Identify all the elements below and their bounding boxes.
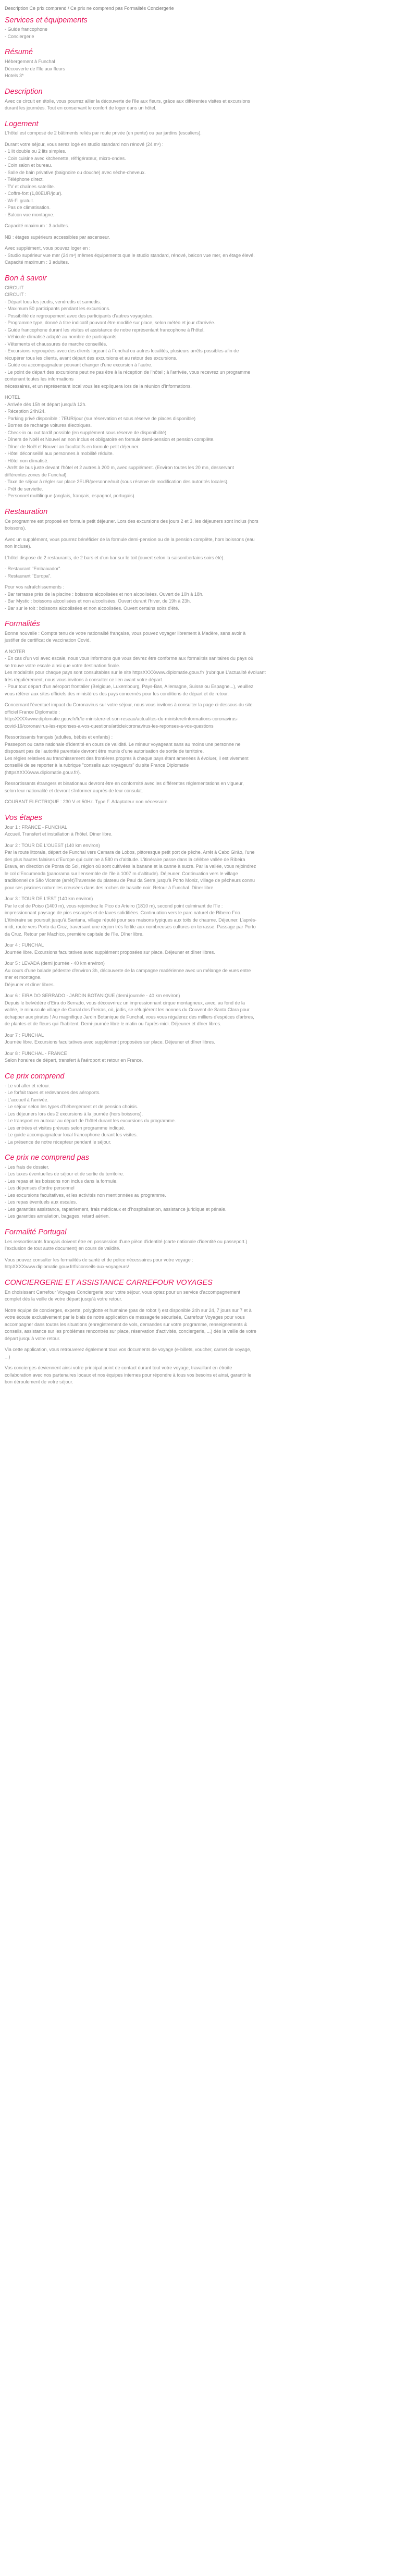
text-line: Hotels 3*: [5, 73, 24, 79]
text-line: récupérer tous les clients, avant départ des excursions et au retour des excursions.: [5, 355, 178, 361]
section: [5, 87, 390, 116]
section-title: Bon à savoir: [5, 274, 47, 283]
spacer: [5, 1028, 390, 1032]
text-line: midi, route vers Porto da Cruz, traversant une région très fertile aux nombreuses cultures en terrasse. Passage par Porto: [5, 924, 256, 930]
text-line: Depuis le belvédère d'Eira do Serrado, vous découvrirez un impressionnant cirque montagneux, avec, au fond de la: [5, 1000, 245, 1005]
text-line: - L'accueil à l'arrivée.: [5, 1097, 48, 1102]
section-title: CONCIERGERIE ET ASSISTANCE CARREFOUR VOYAGES: [5, 1278, 213, 1287]
section-spacer: [5, 112, 390, 116]
spacer: [5, 891, 390, 896]
text-line: Durant votre séjour, vous serez logé en studio standard non rénové (24 m²) :: [5, 141, 164, 147]
section: [5, 16, 390, 45]
text-line: Jour 8 : FUNCHAL - FRANCE: [5, 1050, 67, 1056]
section-title: Description: [5, 87, 43, 96]
text-line: traditionnel de São Vicente (arrêt)Traversée du plateau de Paul da Serra jusqu'à Porto Moniz, village de pêcheurs connu: [5, 878, 255, 884]
text-line: Journée libre. Excursions facultatives avec supplément proposées sur place. Déjeuner et dîner libres.: [5, 949, 215, 955]
text-line: covid-19/coronavirus-les-reponses-a-vos-questions/article/coronavirus-les-reponses-a-vos-questions: [5, 723, 214, 729]
text-line: Jour 2 : TOUR DE L'OUEST (140 km environ): [5, 842, 100, 848]
text-line: (httpsXXXXwww.diplomatie.gouv.fr/).: [5, 769, 81, 775]
text-line: - Pas de climatisation.: [5, 205, 51, 211]
section-title: Services et équipements: [5, 16, 88, 24]
text-line: justifier de certificat de vaccination Covid.: [5, 637, 91, 643]
section-spacer: [5, 40, 390, 44]
text-line: da Cruz. Retour par Machico, première capitale de l'île. Dîner libre.: [5, 931, 144, 937]
section-body: [5, 630, 390, 810]
section-body: [5, 518, 390, 617]
text-line: votre écoute exclusivement par le biais de notre application de messagerie sécurisée, Carrefour Voyages pour vous: [5, 1315, 245, 1320]
text-line: L'itinéraire se poursuit jusqu'à Santana, village réputé pour ses maisons typiques aux toits de chaume. Déjeuner. L'après-: [5, 917, 257, 923]
section-title: Logement: [5, 119, 39, 128]
spacer: [5, 390, 390, 394]
section: [5, 119, 390, 271]
section: [5, 507, 390, 616]
text-line: Avec supplément, vous pouvez loger en :: [5, 246, 91, 251]
text-line: - Bar sur le toit : boissons alcoolisées et non alcoolisées. Ouvert certains soirs d'été.: [5, 605, 179, 611]
section-body: [5, 98, 390, 116]
text-line: - En cas d'un vol avec escale, nous vous informons que vous devrez être conforme aux formalités sanitaires du pays où: [5, 656, 253, 661]
breadcrumb-nav: Description Ce prix comprend / Ce prix ne comprend pas Formalités Conciergerie: [5, 6, 174, 11]
text-line: A NOTER: [5, 648, 26, 654]
text-line: échapper aux pirates ! Au magnifique Jardin Botanique de Funchal, vous vous régalerez des milliers d'espèces d'arbres,: [5, 1014, 254, 1020]
sections-container: [5, 16, 390, 1390]
text-line: - Possibilité de regroupement avec des participants d'autres voyagistes.: [5, 313, 154, 318]
text-line: Au cours d'une balade pédestre d'environ 3h, découverte de la campagne madérienne avec un mélange de vues entre: [5, 967, 251, 973]
text-line: - Conciergerie: [5, 33, 34, 39]
text-line: NB : étages supérieurs accessibles par ascenseur.: [5, 234, 110, 240]
text-line: - Salle de bain privative (baignoire ou douche) avec sèche-cheveux.: [5, 169, 146, 175]
text-line: - Les repas et les boissons non inclus dans la formule.: [5, 1178, 118, 1184]
text-line: - Vêtements et chaussures de marche conseillés.: [5, 341, 107, 347]
section-title: Restauration: [5, 507, 48, 516]
text-line: officiel France Diplomatie :: [5, 709, 60, 715]
text-line: Jour 5 : LEVADA (demi journée - 40 km environ): [5, 961, 105, 966]
text-line: - Véhicule climatisé adapté au nombre de participants.: [5, 334, 118, 340]
section-body: [5, 26, 390, 44]
text-line: - Le transport en autocar au départ de l'hôtel durant les excursions du programme.: [5, 1118, 176, 1124]
text-line: - Dîner de Noël et Nouvel an facultatifs en formule petit déjeuner.: [5, 444, 140, 449]
text-line: se trouve votre escale ainsi que votre destination finale.: [5, 663, 120, 668]
section-spacer: [5, 80, 390, 84]
text-line: httpXXXXwww.diplomatie.gouv.fr/fr/conseils-aux-voyageurs/: [5, 1264, 129, 1270]
section-title: Ce prix comprend: [5, 1072, 65, 1081]
text-line: - Arrêt de bus juste devant l'hôtel et 2 autres à 200 m, avec supplément. (Environ toutes les 20 mn, desservant: [5, 465, 234, 471]
text-line: - Les entrées et visites prévues selon programme indiqué.: [5, 1125, 126, 1131]
text-line: - Coin salon et bureau.: [5, 163, 53, 168]
text-line: - Maximum 50 participants pendant les excursions.: [5, 306, 110, 312]
section-body: [5, 824, 390, 1069]
text-line: départ jusqu'à votre retour.: [5, 1335, 60, 1341]
spacer: [5, 1303, 390, 1307]
text-line: Par la route littorale, départ de Funchal vers Camara de Lobos, pittoresque petit port de pêche. Arrêt à Cabo Girão, l'une: [5, 850, 255, 855]
text-line: - Guide francophone: [5, 27, 48, 32]
text-line: - Les déjeuners lors des 2 excursions à la journée (hors boissons).: [5, 1111, 143, 1117]
section: [5, 274, 390, 504]
text-line: - La présence de notre récepteur pendant le séjour.: [5, 1139, 112, 1145]
text-line: httpsXXXXwww.diplomatie.gouv.fr/fr/le-ministere-et-son-reseau/actualites-du-ministere/informations-coronavirus-: [5, 716, 239, 722]
text-line: accompagner dans toutes les situations (enregistrement de vols, demandes sur votre programme, renseignements &: [5, 1321, 248, 1327]
spacer: [5, 697, 390, 702]
text-line: Déjeuner et dîner libres.: [5, 982, 55, 987]
text-line: Bonne nouvelle : Compte tenu de votre nationalité française, vous pouvez voyager librement à Madère, sans avoir à: [5, 630, 246, 636]
text-line: - Les repas éventuels aux escales.: [5, 1199, 77, 1205]
section-title: Résumé: [5, 48, 33, 57]
section-spacer: [5, 1146, 390, 1150]
text-line: Avec un supplément, vous pourrez bénéficier de la formule demi-pension ou de la pension complète, hors boissons (eau: [5, 536, 255, 542]
text-line: Capacité maximum : 3 adultes.: [5, 260, 69, 265]
text-line: - Bar terrasse près de la piscine : boissons alcoolisées et non alcoolisées. Ouvert de 10h à 18h.: [5, 591, 204, 597]
section-body: [5, 1289, 390, 1390]
text-line: L'hôtel dispose de 2 restaurants, de 2 bars et d'un bar sur le toit (ouvert selon la saison/certains soirs été).: [5, 555, 225, 560]
spacer: [5, 1360, 390, 1365]
section-body: [5, 285, 390, 504]
section-spacer: [5, 1271, 390, 1275]
section: [5, 1153, 390, 1224]
text-line: Les modalités pour chaque pays sont consultables sur le site httpsXXXXwww.diplomatie.gouv.fr/ (rubrique L'actualité évoluant: [5, 670, 266, 676]
text-line: complet dès la veille de votre départ jusqu'à votre retour.: [5, 1296, 122, 1302]
section-body: [5, 1164, 390, 1224]
text-line: CIRCUIT :: [5, 292, 27, 298]
text-line: - Check-in ou out tardif possible (en supplément sous réserve de disponibilité): [5, 430, 167, 435]
section-title: Ce prix ne comprend pas: [5, 1154, 89, 1162]
section-spacer: [5, 1220, 390, 1224]
text-line: non incluse).: [5, 544, 32, 549]
spacer: [5, 1342, 390, 1346]
text-line: - Hôtel non climatisé.: [5, 458, 49, 463]
text-line: Jour 6 : EIRA DO SERRADO - JARDIN BOTANIQUE (demi journée - 40 km environ): [5, 993, 180, 999]
spacer: [5, 644, 390, 648]
text-line: Selon horaires de départ, transfert à l'aéroport et retour en France.: [5, 1058, 143, 1063]
spacer: [5, 580, 390, 584]
text-line: vous référer aux sites officiels des ministères des pays concernés pour les conditions de départ et de retour.: [5, 691, 229, 696]
text-line: Ce programme est proposé en formule petit déjeuner. Lors des excursions des jours 2 et 3, les déjeuners sont inclus (hors: [5, 518, 258, 524]
text-line: - Les taxes éventuelles de séjour et de sortie du territoire.: [5, 1171, 125, 1177]
text-line: durant les journées. Tout en conservant le confort de loger dans un hôtel.: [5, 105, 157, 111]
text-line: Les ressortissants français doivent être en possession d'une pièce d'identité (carte nationale d'identité ou passeport.): [5, 1238, 248, 1244]
text-line: Notre équipe de concierges, experte, polyglotte et humaine (pas de robot !) est disponible 24h sur 24, 7 jours sur 7 et à: [5, 1307, 252, 1313]
text-line: Brava, en direction de Ponta do Sol, région où sont cultivées la banane et la canne à sucre. Par la vallée, vous rejoindrez: [5, 864, 256, 869]
text-line: - Le forfait taxes et redevances des aéroports.: [5, 1090, 101, 1096]
text-line: différentes zones de Funchal).: [5, 472, 68, 477]
section-spacer: [5, 266, 390, 271]
section-spacer: [5, 1064, 390, 1069]
text-line: HOTEL: [5, 395, 21, 400]
text-line: pour ses piscines naturelles creusées dans des roches de basalte noir. Retour à Funchal. Dîner libre.: [5, 885, 215, 890]
section: [5, 1278, 390, 1390]
text-line: - Balcon vue montagne.: [5, 212, 55, 217]
text-line: - TV et chaînes satellite.: [5, 183, 55, 189]
section: [5, 1072, 390, 1150]
text-line: Capacité maximum : 3 adultes.: [5, 223, 69, 229]
text-line: - Bornes de recharge voitures électriques.: [5, 423, 92, 428]
text-line: le col d'Encumeada (panorama sur l'ensemble de l'île à 1007 m d'altitude). Déjeuner. Continuation vers le village: [5, 870, 238, 876]
text-line: - Téléphone direct.: [5, 177, 44, 182]
section-spacer: [5, 500, 390, 504]
spacer: [5, 241, 390, 245]
spacer: [5, 838, 390, 842]
text-line: - Dîners de Noël et Nouvel an non inclus et obligatoire en formule demi-pension et pension complète.: [5, 437, 215, 443]
text-line: Jour 4 : FUNCHAL: [5, 942, 44, 948]
text-line: - Arrivée dès 15h et départ jusqu'à 12h.: [5, 401, 87, 407]
text-line: contenant toutes les informations: [5, 376, 74, 382]
text-line: - Départ tous les jeudis, vendredis et samedis.: [5, 299, 101, 304]
section-title: Formalités: [5, 620, 40, 629]
text-line: - Bar Mystic : boissons alcoolisées et non alcoolisées. Ouvert durant l'hiver, de 19h à 23h.: [5, 598, 191, 604]
text-line: vallée, le minuscule village de Curral dos Freiras, où, jadis, se réfugièrent les nonnes du Couvent de Santa Clara pour: [5, 1007, 250, 1013]
spacer: [5, 532, 390, 536]
spacer: [5, 550, 390, 555]
text-line: nécessaires, et un représentant local vous les expliquera lors de la réunion d'informations.: [5, 383, 192, 389]
text-line: Ressortissants français (adultes, bébés et enfants) :: [5, 734, 113, 740]
spacer: [5, 218, 390, 223]
section-body: [5, 130, 390, 271]
text-line: Vous pouvez consulter les formalités de santé et de police nécessaires pour votre voyage :: [5, 1257, 193, 1262]
text-line: Accueil. Transfert et installation à l'hôtel. Dîner libre.: [5, 831, 113, 837]
text-line: - Les garanties annulation, bagages, retard aérien.: [5, 1213, 110, 1219]
text-line: Les règles relatives au franchissement des frontières propres à chaque pays étant amenées à évoluer, il est vivement: [5, 755, 249, 761]
text-line: - Studio supérieur vue mer (24 m²) mêmes équipements que le studio standard, rénové, balcon vue mer, en étage élevé.: [5, 252, 255, 258]
text-line: Avec ce circuit en étoile, vous pourrez allier la découverte de l'île aux fleurs, grâce aux différentes visites et excursions: [5, 98, 251, 104]
text-line: de plantes et de fleurs qui l'habitent. Demi-journée libre le matin ou l'après-midi. Déjeuner et dîner libres.: [5, 1021, 221, 1027]
spacer: [5, 938, 390, 942]
text-line: Ressortissants étrangers et binationaux devront être en conformité avec les différentes réglementations en vigueur,: [5, 781, 244, 787]
spacer: [5, 794, 390, 799]
text-line: - Restaurant "Embaixador".: [5, 566, 61, 572]
text-line: ...): [5, 1354, 10, 1359]
spacer: [5, 561, 390, 566]
text-line: - Parking privé disponible : 7EUR/jour (sur réservation et sous réserve de places disponible): [5, 415, 196, 421]
text-line: - Réception 24h/24.: [5, 409, 46, 414]
text-line: Découverte de l'île aux fleurs: [5, 66, 65, 71]
spacer: [5, 776, 390, 780]
text-line: En choisissant Carrefour Voyages Conciergerie pour votre séjour, vous optez pour un service d'accompagnement: [5, 1289, 240, 1295]
text-line: - Taxe de séjour à régler sur place 2EUR/personne/nuit (sous réserve de modification des autorités locales).: [5, 479, 229, 485]
section: [5, 47, 390, 83]
text-line: - Les dépenses d'ordre personnel: [5, 1185, 75, 1191]
text-line: collaboration avec nos partenaires locaux et nos équipes internes pour répondre à tous vos besoins et ainsi, garantir le: [5, 1372, 252, 1378]
text-line: des plus hautes falaises d'Europe qui culmine à 580 m d'altitude. L'itinéraire passe dans la célèbre vallée de Ribeira: [5, 856, 245, 862]
text-line: - Le séjour selon les types d'hébergement et de pension choisis.: [5, 1104, 138, 1110]
text-line: mer et montagne.: [5, 975, 42, 980]
text-line: - Le point de départ des excursions peut ne pas être à la réception de l'hôtel ; à l'arrivée, vous recevrez un programme: [5, 369, 251, 375]
text-line: Pour vos rafraîchissements :: [5, 584, 65, 590]
text-line: - Guide ou accompagnateur pouvant changer d'une excursion à l'autre.: [5, 362, 153, 368]
section-body: [5, 1238, 390, 1275]
section: [5, 1228, 390, 1275]
text-line: L'hôtel est composé de 2 bâtiments reliés par route privée (en pente) ou par jardins (escaliers).: [5, 130, 202, 136]
section-title: Vos étapes: [5, 813, 43, 822]
section-title: Formalité Portugal: [5, 1228, 67, 1236]
text-line: très régulièrement, nous vous invitons à consulter ce lien avant votre départ.: [5, 677, 164, 682]
text-line: conseillé de se reporter à la rubrique "conseils aux voyageurs" du site France Diplomatie: [5, 763, 189, 768]
section-spacer: [5, 1386, 390, 1390]
text-line: conseils, assistance sur les problèmes rencontrés sur place, réservation d'activités, conciergerie, ...) dès la veille de votre: [5, 1329, 256, 1334]
text-line: - Wi-Fi gratuit.: [5, 198, 34, 203]
text-line: - Restaurant "Europa".: [5, 573, 52, 579]
section-body: [5, 1083, 390, 1150]
spacer: [5, 137, 390, 141]
text-line: Vos concierges deviennent ainsi votre principal point de contact durant tout votre voyage, travaillant en étroite: [5, 1365, 232, 1371]
text-line: - Coffre-fort (1,80EUR/jour).: [5, 191, 63, 197]
text-line: - Les excursions facultatives, et les activités non mentionnées au programme.: [5, 1192, 166, 1198]
text-line: selon leur nationalité et devront s'informer auprès de leur consulat.: [5, 788, 143, 793]
text-line: CIRCUIT: [5, 285, 24, 290]
text-line: - Coin cuisine avec kitchenette, réfrigérateur, micro-ondes.: [5, 155, 126, 161]
spacer: [5, 1253, 390, 1257]
spacer: [5, 730, 390, 734]
text-line: - Excursions regroupées avec des clients logeant à Funchal ou autres localités, plusieurs arrêts possibles afin de: [5, 348, 239, 354]
text-line: - Pour tout départ d'un aéroport frontalier (Belgique, Luxembourg, Pays-Bas, Allemagne, Suisse ou Espagne...), veuillez: [5, 684, 253, 690]
text-line: - Le guide accompagnateur local francophone durant les visites.: [5, 1132, 138, 1138]
text-line: Via cette application, vous retrouverez également tous vos documents de voyage (e-billets, voucher, carnet de voyage,: [5, 1347, 252, 1353]
section-spacer: [5, 806, 390, 810]
text-line: Hébergement à Funchal: [5, 59, 55, 65]
spacer: [5, 956, 390, 960]
text-line: - Guide francophone durant les visites et assistance de notre représentant francophone à l'hôtel.: [5, 327, 205, 333]
text-line: boissons).: [5, 525, 27, 531]
text-line: Journée libre. Excursions facultatives avec supplément proposées sur place. Déjeuner et dîner libres.: [5, 1039, 215, 1045]
text-line: disposant pas de l'autorité parentale devront être munis d'une autorisation de sortie de territoire.: [5, 749, 204, 754]
text-line: - Programme type, donné à titre indicatif pouvant être modifié sur place, selon météo et jour d'arrivée.: [5, 320, 215, 326]
text-line: impressionnant paysage de pics escarpés et de laves solidifiées. Continuation vers le parc naturel de Ribeiro Frio.: [5, 910, 242, 916]
text-line: Passeport ou carte nationale d'identité en cours de validité. Le mineur voyageant sans au moins une personne ne: [5, 741, 241, 747]
text-line: - Les frais de dossier.: [5, 1164, 50, 1170]
section: [5, 619, 390, 810]
text-line: Jour 3 : TOUR DE L'EST (140 km environ): [5, 896, 93, 902]
text-line: - Les garanties assistance, rapatriement, frais médicaux et d'hospitalisation, assistance juridique et pénale.: [5, 1206, 227, 1212]
text-line: - 1 lit double ou 2 lits simples.: [5, 149, 67, 154]
text-line: l'exclusion de tout autre document) en cours de validité.: [5, 1246, 120, 1252]
text-line: COURANT ELECTRIQUE : 230 V et 50Hz. Type F. Adaptateur non nécessaire.: [5, 799, 169, 805]
text-line: bon déroulement de votre séjour.: [5, 1379, 73, 1385]
section: [5, 813, 390, 1069]
text-line: - Prêt de serviette.: [5, 486, 43, 492]
section-spacer: [5, 612, 390, 616]
section-body: [5, 58, 390, 84]
spacer: [5, 230, 390, 234]
spacer: [5, 988, 390, 992]
text-line: Par le col de Poiso (1400 m), vous rejoindrez le Pico do Arieiro (1810 m), second point culminant de l'île :: [5, 903, 223, 909]
spacer: [5, 1046, 390, 1050]
text-line: Concernant l'éventuel impact du Coronavirus sur votre séjour, nous vous invitons à consulter la page ci-dessous du site: [5, 702, 253, 708]
text-line: - Hôtel déconseillé aux personnes à mobilité réduite.: [5, 451, 114, 457]
text-line: Jour 7 : FUNCHAL: [5, 1032, 44, 1038]
text-line: - Le vol aller et retour.: [5, 1083, 51, 1088]
text-line: Jour 1 : FRANCE - FUNCHAL: [5, 824, 68, 830]
text-line: - Personnel multilingue (anglais, français, espagnol, portugais).: [5, 493, 136, 499]
